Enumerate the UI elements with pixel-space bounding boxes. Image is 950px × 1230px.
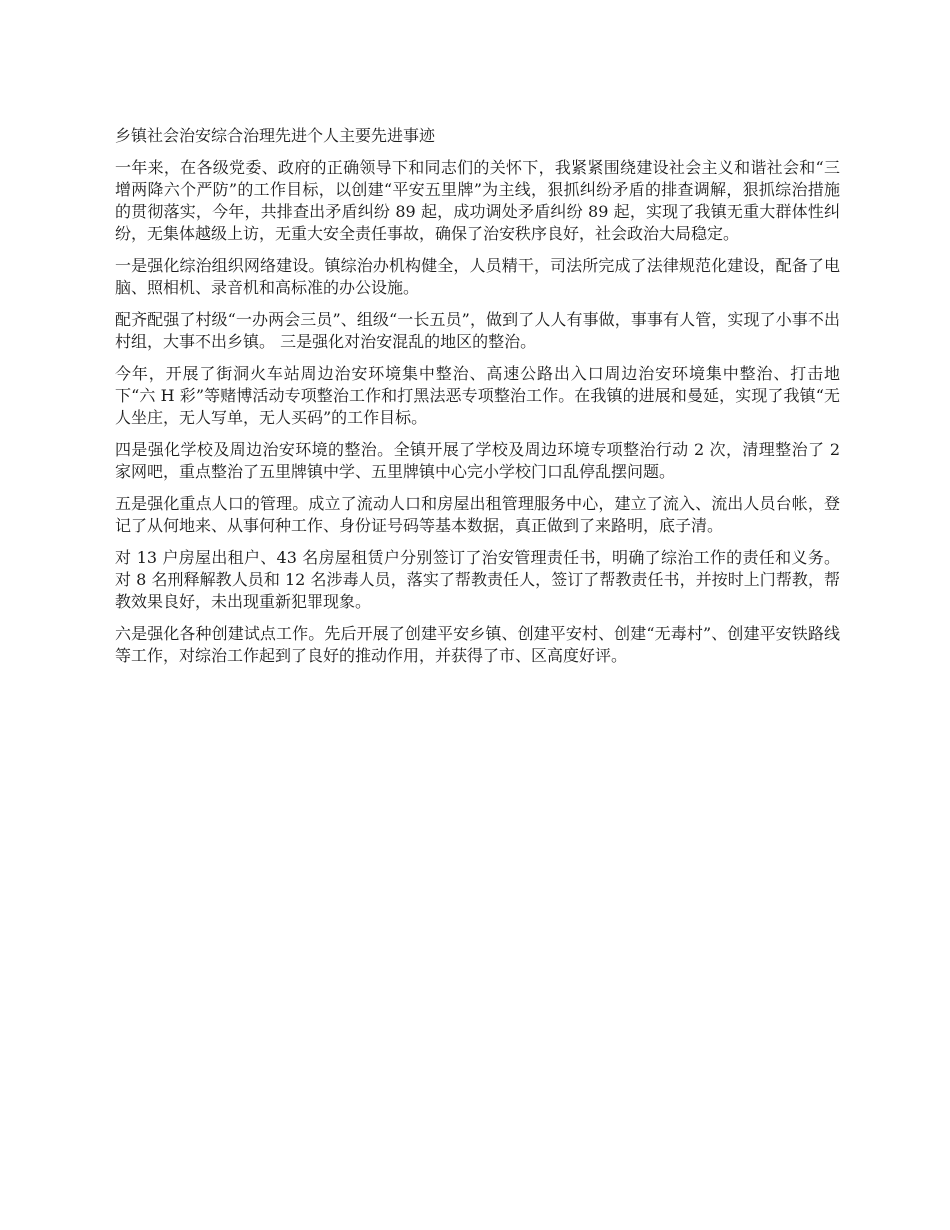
paragraph-special-rectification: 今年，开展了街洞火车站周边治安环境集中整治、高速公路出入口周边治安环境集中整治、打击地下“六 H 彩”等赌博活动专项整治工作和打黑法恶专项整治工作。在我镇的进展和曼延，实现了我镇“无人坐庄，无人写单，无人买码”的工作目标。: [115, 364, 840, 427]
paragraph-organization-network: 一是强化综治组织网络建设。镇综治办机构健全，人员精干，司法所完成了法律规范化建设，配备了电脑、照相机、录音机和高标准的办公设施。: [115, 256, 840, 297]
paragraph-responsibility: 对 13 户房屋出租户、43 名房屋租赁户分别签订了治安管理责任书，明确了综治工作的责任和义务。对 8 名刑释解教人员和 12 名涉毒人员，落实了帮教责任人，签订了帮教责任书，并按时上门帮教，帮教效果良好，未出现重新犯罪现象。: [115, 548, 840, 611]
paragraph-intro: 一年来，在各级党委、政府的正确领导下和同志们的关怀下，我紧紧围绕建设社会主义和谐社会和“三增两降六个严防”的工作目标，以创建“平安五里牌”为主线，狠抓纠纷矛盾的排查调解，狠抓综治措施的贯彻落实，今年，共排查出矛盾纠纷 89 起，成功调处矛盾纠纷 89 起，实现了我镇无重大群体性纠纷，无集体越级上访，无重大安全责任事故，确保了治安秩序良好，社会政治大局稳定。: [115, 158, 840, 243]
paragraph-key-population: 五是强化重点人口的管理。成立了流动人口和房屋出租管理服务中心，建立了流入、流出人员台帐，登记了从何地来、从事何种工作、身份证号码等基本数据，真正做到了来路明，底子清。: [115, 494, 840, 535]
paragraph-school-environment: 四是强化学校及周边治安环境的整治。全镇开展了学校及周边环境专项整治行动 2 次，清理整治了 2 家网吧，重点整治了五里牌镇中学、五里牌镇中心完小学校门口乱停乱摆问题。: [115, 440, 840, 481]
document-page: [115, 125, 840, 677]
paragraph-village-staffing: 配齐配强了村级“一办两会三员”、组级“一长五员”，做到了人人有事做，事事有人管，实现了小事不出村组，大事不出乡镇。 三是强化对治安混乱的地区的整治。: [115, 310, 840, 351]
document-title: 乡镇社会治安综合治理先进个人主要先进事迹: [115, 126, 436, 145]
paragraph-pilot-work: 六是强化各种创建试点工作。先后开展了创建平安乡镇、创建平安村、创建“无毒村”、创建平安铁路线等工作，对综治工作起到了良好的推动作用，并获得了市、区高度好评。: [115, 624, 840, 665]
